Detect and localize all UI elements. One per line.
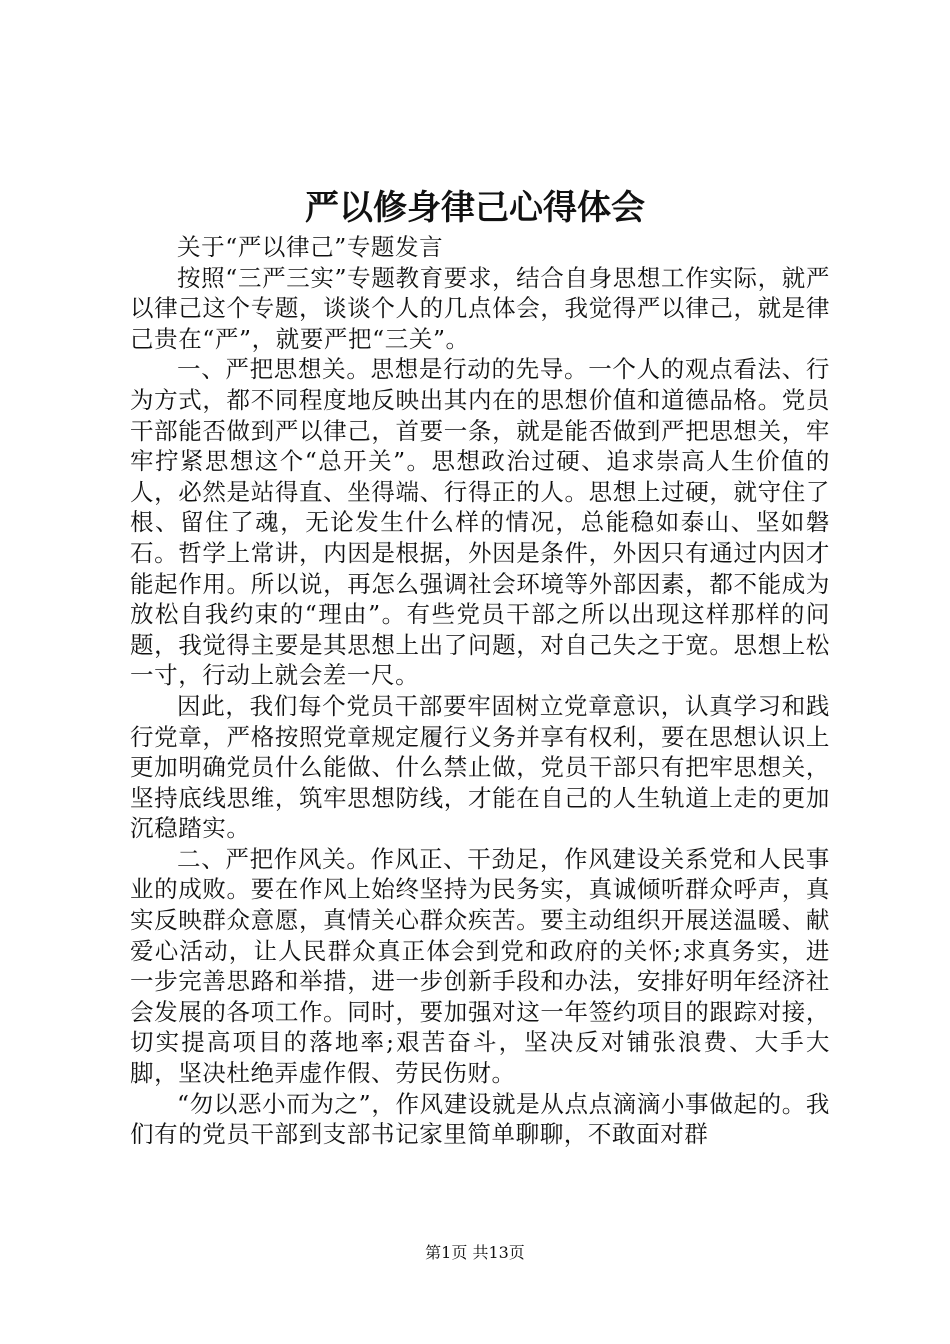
paragraph-small-things: “勿以恶小而为之”，作风建设就是从点点滴滴小事做起的。我们有的党员干部到支部书记家里简单聊聊，不敢面对群 [130, 1089, 830, 1149]
document-title: 严以修身律己心得体会 [305, 188, 645, 228]
paragraph-therefore: 因此，我们每个党员干部要牢固树立党章意识，认真学习和践行党章，严格按照党章规定履行义务并享有权利，要在思想认识上更加明确党员什么能做、什么禁止做，党员干部只有把牢思想关，坚持底线思维，筑牢思想防线，才能在自己的人生轨道上走的更加沉稳踏实。 [130, 691, 830, 843]
paragraph-style: 二、严把作风关。作风正、干劲足，作风建设关系党和人民事业的成败。要在作风上始终坚持为民务实，真诚倾听群众呼声，真实反映群众意愿，真情关心群众疾苦。要主动组织开展送温暖、献爱心活动，让人民群众真正体会到党和政府的关怀;求真务实，进一步完善思路和举措，进一步创新手段和办法，安排好明年经济社会发展的各项工作。同时，要加强对这一年签约项目的跟踪对接，切实提高项目的落地率;艰苦奋斗，坚决反对铺张浪费、大手大脚，坚决杜绝弄虚作假、劳民伤财。 [130, 844, 830, 1088]
paragraph-intro: 按照“三严三实”专题教育要求，结合自身思想工作实际，就严以律己这个专题，谈谈个人的几点体会，我觉得严以律己，就是律己贵在“严”，就要严把“三关”。 [130, 263, 830, 353]
document-body [130, 232, 830, 1150]
paragraph-subtitle: 关于“严以律己”专题发言 [177, 233, 444, 261]
page-footer: 第1页 共13页 [425, 1243, 525, 1262]
paragraph-thought: 一、严把思想关。思想是行动的先导。一个人的观点看法、行为方式，都不同程度地反映出其内在的思想价值和道德品格。党员干部能否做到严以律己，首要一条，就是能否做到严把思想关，牢牢拧紧思想这个“总开关”。思想政治过硬、追求崇高人生价值的人，必然是站得直、坐得端、行得正的人。思想上过硬，就守住了根、留住了魂，无论发生什么样的情况，总能稳如泰山、坚如磐石。哲学上常讲，内因是根据，外因是条件，外因只有通过内因才能起作用。所以说，再怎么强调社会环境等外部因素，都不能成为放松自我约束的“理由”。有些党员干部之所以出现这样那样的问题，我觉得主要是其思想上出了问题，对自己失之于宽。思想上松一寸，行动上就会差一尺。 [130, 355, 830, 690]
